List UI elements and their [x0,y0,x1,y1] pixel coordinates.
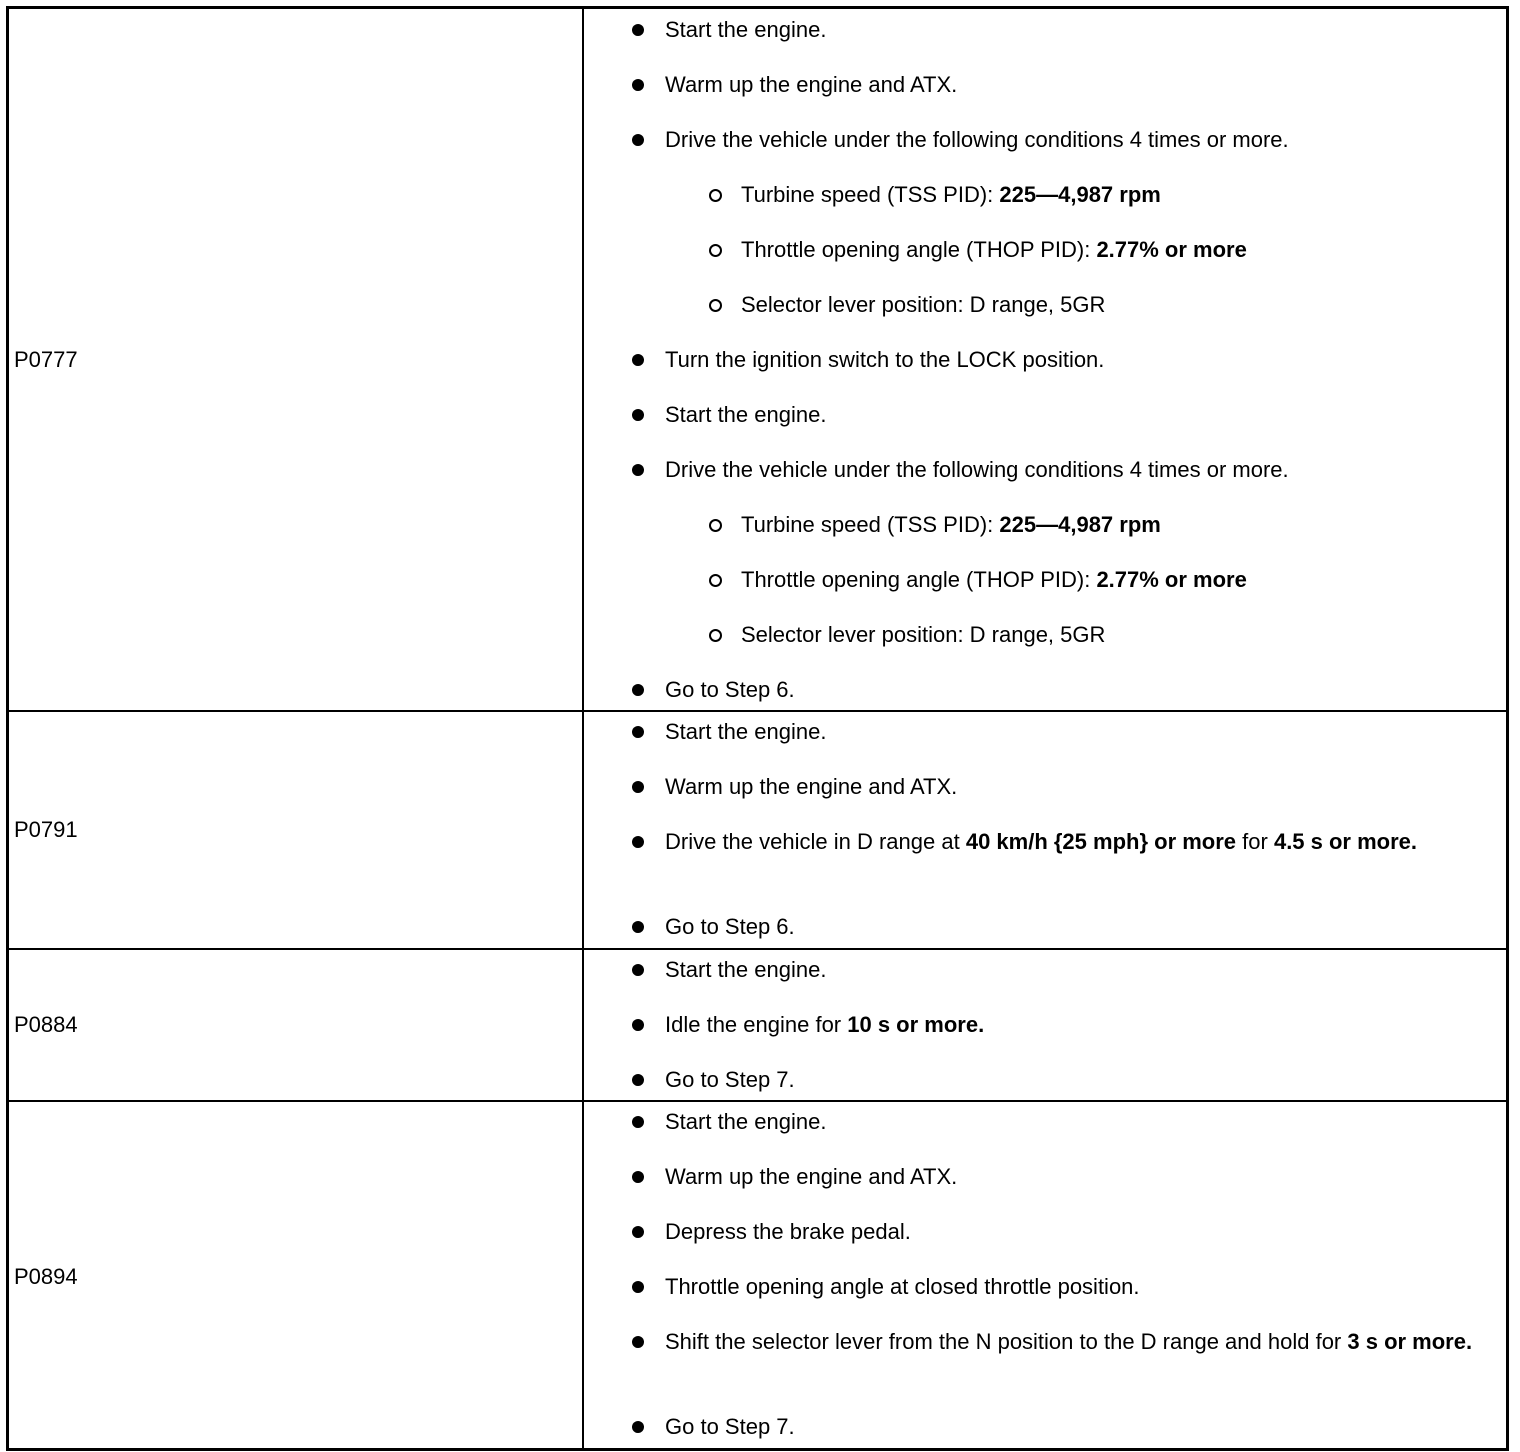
sub-step-item: Throttle opening angle (THOP PID): 2.77% or more [709,235,1476,265]
step-item: Warm up the engine and ATX. [632,70,1476,100]
bullet-icon [632,684,644,696]
step-item: Go to Step 7. [632,1412,1476,1442]
procedure-cell [584,1102,1506,1448]
bullet-icon [632,1116,644,1128]
step-item: Shift the selector lever from the N position to the D range and hold for 3 s or more. [632,1327,1476,1357]
procedure-cell [584,712,1506,948]
step-item: Start the engine. [632,955,1476,985]
dtc-code-cell [9,1102,584,1448]
bullet-icon [632,964,644,976]
hollow-bullet-icon [709,519,722,532]
bullet-icon [632,1171,644,1183]
table-row [9,9,1506,712]
step-item: Start the engine. [632,400,1476,430]
hollow-bullet-icon [709,244,722,257]
step-item: Start the engine. [632,1107,1476,1137]
bullet-icon [632,781,644,793]
sub-step-item: Selector lever position: D range, 5GR [709,290,1476,320]
step-item: Idle the engine for 10 s or more. [632,1010,1476,1040]
sub-step-item: Selector lever position: D range, 5GR [709,620,1476,650]
bullet-icon [632,134,644,146]
bullet-icon [632,1074,644,1086]
table-row [9,712,1506,950]
bullet-icon [632,921,644,933]
step-item: Turn the ignition switch to the LOCK position. [632,345,1476,375]
step-item: Depress the brake pedal. [632,1217,1476,1247]
dtc-procedure-table [6,6,1509,1451]
dtc-code-cell [9,712,584,948]
sub-step-item: Turbine speed (TSS PID): 225—4,987 rpm [709,180,1476,210]
step-item: Go to Step 6. [632,912,1476,942]
bullet-icon [632,1281,644,1293]
dtc-code: P0894 [14,1264,78,1289]
hollow-bullet-icon [709,189,722,202]
step-item: Drive the vehicle in D range at 40 km/h {25 mph} or more for 4.5 s or more. [632,827,1476,857]
bullet-icon [632,1019,644,1031]
hollow-bullet-icon [709,629,722,642]
bullet-icon [632,836,644,848]
dtc-code-cell [9,950,584,1100]
dtc-code: P0777 [14,347,78,372]
dtc-code: P0791 [14,817,78,842]
bullet-icon [632,354,644,366]
bullet-icon [632,24,644,36]
step-item: Start the engine. [632,717,1476,747]
bullet-icon [632,1336,644,1348]
procedure-cell [584,9,1506,710]
step-item: Go to Step 6. [632,675,1476,705]
bullet-icon [632,409,644,421]
step-item: Warm up the engine and ATX. [632,1162,1476,1192]
step-item: Go to Step 7. [632,1065,1476,1095]
bullet-icon [632,79,644,91]
hollow-bullet-icon [709,574,722,587]
table-row [9,950,1506,1102]
sub-step-item: Throttle opening angle (THOP PID): 2.77% or more [709,565,1476,595]
step-item: Drive the vehicle under the following conditions 4 times or more. [632,455,1476,485]
sub-step-item: Turbine speed (TSS PID): 225—4,987 rpm [709,510,1476,540]
step-item: Warm up the engine and ATX. [632,772,1476,802]
hollow-bullet-icon [709,299,722,312]
step-item: Throttle opening angle at closed throttle position. [632,1272,1476,1302]
bullet-icon [632,1226,644,1238]
bullet-icon [632,726,644,738]
dtc-code-cell [9,9,584,710]
step-item: Start the engine. [632,15,1476,45]
dtc-code: P0884 [14,1012,78,1037]
table-row [9,1102,1506,1448]
procedure-cell [584,950,1506,1100]
step-item: Drive the vehicle under the following conditions 4 times or more. [632,125,1476,155]
bullet-icon [632,464,644,476]
bullet-icon [632,1421,644,1433]
